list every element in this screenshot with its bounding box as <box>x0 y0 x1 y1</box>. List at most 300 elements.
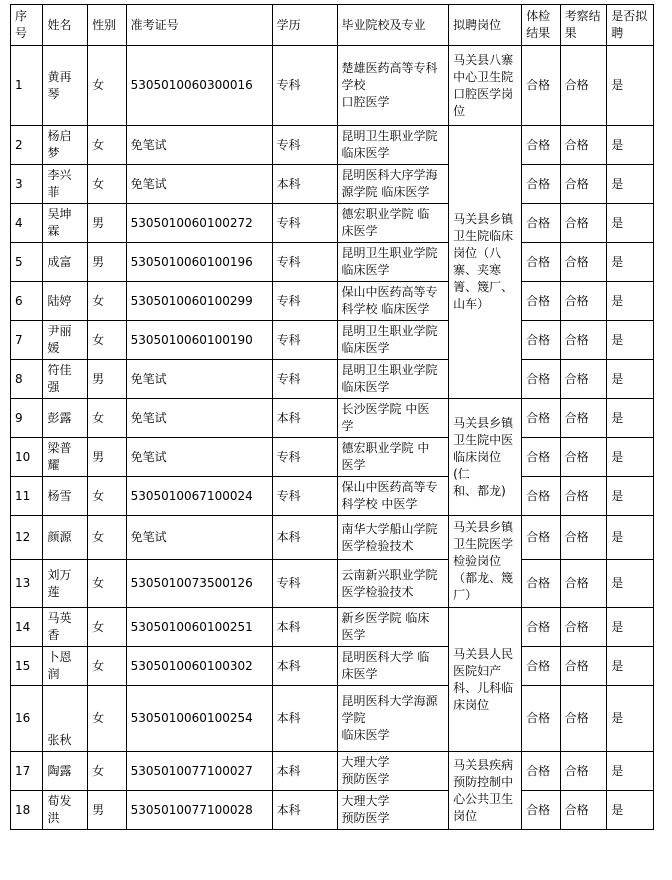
applicant-name <box>43 360 88 399</box>
recruitment-table <box>10 4 654 830</box>
row-number: 4 <box>11 204 43 243</box>
header-review-line: 考察结 <box>564 9 601 23</box>
school-major-line: 德宏职业学院 临 <box>341 207 430 221</box>
table-row <box>11 46 654 126</box>
exam-id: 5305010077100027 <box>126 752 272 791</box>
applicant-name <box>43 282 88 321</box>
position-line: 口腔医学岗位 <box>453 86 514 118</box>
exam-id: 5305010077100028 <box>126 791 272 830</box>
header-name: 姓名 <box>43 5 88 46</box>
row-number: 12 <box>11 516 43 560</box>
row-number: 15 <box>11 647 43 686</box>
review-result: 合格 <box>560 686 607 752</box>
medical-result: 合格 <box>522 126 561 165</box>
applicant-name-line: 洪 <box>47 811 60 825</box>
table-body <box>11 5 654 830</box>
header-medical <box>522 5 561 46</box>
review-result: 合格 <box>560 360 607 399</box>
review-result: 合格 <box>560 321 607 360</box>
school-major <box>337 560 449 608</box>
table-row <box>11 243 654 282</box>
row-number: 16 <box>11 686 43 752</box>
position-line: 岗位 <box>453 808 478 823</box>
header-hire-line: 是否拟 <box>611 9 648 23</box>
applicant-name <box>43 516 88 560</box>
school-major-line: 昆明医科大学海源 <box>341 694 438 708</box>
position <box>449 126 522 399</box>
gender: 女 <box>88 282 127 321</box>
row-number: 1 <box>11 46 43 126</box>
school-major-line: 昆明卫生职业学院 <box>341 363 438 377</box>
header-education: 学历 <box>272 5 337 46</box>
school-major <box>337 399 449 438</box>
school-major-line: 临床医学 <box>341 263 390 277</box>
gender: 男 <box>88 791 127 830</box>
school-major-line: 保山中医药高等专 <box>341 285 438 299</box>
school-major-line: 预防医学 <box>341 772 390 786</box>
gender: 男 <box>88 204 127 243</box>
applicant-name <box>43 46 88 126</box>
school-major-line: 云南新兴职业学院 <box>341 567 438 582</box>
applicant-name <box>43 686 88 752</box>
table-row <box>11 360 654 399</box>
review-result: 合格 <box>560 46 607 126</box>
header-no <box>11 5 43 46</box>
school-major-line: 医学 <box>341 458 366 472</box>
applicant-name-line: 梦 <box>47 146 60 160</box>
header-no-line: 号 <box>15 26 28 40</box>
exam-id: 免笔试 <box>126 438 272 477</box>
school-major <box>337 686 449 752</box>
school-major-line: 床医学 <box>341 667 378 681</box>
medical-result: 合格 <box>522 608 561 647</box>
applicant-name <box>43 791 88 830</box>
position-line: 卫生院医学 <box>453 537 514 551</box>
hire-decision: 是 <box>607 46 654 126</box>
row-number: 3 <box>11 165 43 204</box>
hire-decision: 是 <box>607 516 654 560</box>
position-line: 岗位（八 <box>453 246 502 260</box>
school-major <box>337 282 449 321</box>
review-result: 合格 <box>560 647 607 686</box>
school-major <box>337 204 449 243</box>
table-row <box>11 282 654 321</box>
school-major-line: 昆明卫生职业学院 <box>341 324 438 338</box>
applicant-name-line: 梁普 <box>47 441 72 455</box>
applicant-name <box>43 399 88 438</box>
row-number: 2 <box>11 126 43 165</box>
header-hire-line: 聘 <box>611 26 624 40</box>
medical-result: 合格 <box>522 282 561 321</box>
table-row <box>11 752 654 791</box>
school-major <box>337 791 449 830</box>
header-position: 拟聘岗位 <box>449 5 522 46</box>
applicant-name <box>43 560 88 608</box>
header-review <box>560 5 607 46</box>
position-line: 和、都龙) <box>453 483 506 498</box>
header-hire <box>607 5 654 46</box>
applicant-name-line: 莲 <box>47 584 60 599</box>
applicant-name-line: 吴坤 <box>47 207 72 221</box>
review-result: 合格 <box>560 516 607 560</box>
school-major-line: 昆明医科大学 临 <box>341 650 430 664</box>
exam-id: 免笔试 <box>126 165 272 204</box>
gender: 女 <box>88 321 127 360</box>
applicant-name <box>43 752 88 791</box>
education: 本科 <box>272 752 337 791</box>
school-major-line: 床医学 <box>341 224 378 238</box>
table-row <box>11 608 654 647</box>
applicant-name-line: 颜源 <box>47 530 72 544</box>
medical-result: 合格 <box>522 438 561 477</box>
applicant-name <box>43 608 88 647</box>
education: 专科 <box>272 360 337 399</box>
row-number: 10 <box>11 438 43 477</box>
row-number: 9 <box>11 399 43 438</box>
position <box>449 399 522 516</box>
row-number: 7 <box>11 321 43 360</box>
position-line: 卫生院中医 <box>453 432 514 447</box>
applicant-name-line: 荀发 <box>47 794 72 808</box>
school-major-line: 临床医学 <box>341 341 390 355</box>
row-number: 17 <box>11 752 43 791</box>
school-major-line: 医学检验技术 <box>341 584 414 599</box>
table-row <box>11 399 654 438</box>
hire-decision: 是 <box>607 752 654 791</box>
school-major-line: 楚雄医药高等专科 <box>341 61 438 75</box>
hire-decision: 是 <box>607 560 654 608</box>
school-major-line: 医学 <box>341 628 366 642</box>
position-line: 预防控制中 <box>453 774 514 789</box>
education: 专科 <box>272 204 337 243</box>
position-line: 临床岗位(仁 <box>453 449 502 481</box>
education: 本科 <box>272 791 337 830</box>
hire-decision: 是 <box>607 647 654 686</box>
hire-decision: 是 <box>607 438 654 477</box>
school-major-line: 临床医学 <box>341 146 390 160</box>
medical-result: 合格 <box>522 46 561 126</box>
school-major-line: 大理大学 <box>341 794 390 808</box>
school-major-line: 医学检验技术 <box>341 538 414 553</box>
exam-id: 5305010060100302 <box>126 647 272 686</box>
school-major-line: 德宏职业学院 中 <box>341 441 430 455</box>
exam-id: 免笔试 <box>126 360 272 399</box>
table-row <box>11 126 654 165</box>
school-major-line: 口腔医学 <box>341 95 390 109</box>
applicant-name-line: 强 <box>47 380 60 394</box>
applicant-name <box>43 243 88 282</box>
table-row <box>11 791 654 830</box>
school-major <box>337 243 449 282</box>
position-line: 马关县疾病 <box>453 757 514 772</box>
table-row <box>11 560 654 608</box>
exam-id: 5305010060300016 <box>126 46 272 126</box>
school-major <box>337 360 449 399</box>
gender: 女 <box>88 165 127 204</box>
row-number: 11 <box>11 477 43 516</box>
applicant-name-line: 彭露 <box>47 410 72 425</box>
applicant-name-line: 耀 <box>47 458 60 472</box>
education: 本科 <box>272 647 337 686</box>
review-result: 合格 <box>560 560 607 608</box>
school-major-line: 昆明卫生职业学院 <box>341 129 438 143</box>
row-number: 14 <box>11 608 43 647</box>
header-review-line: 果 <box>564 26 577 40</box>
review-result: 合格 <box>560 399 607 438</box>
position-line: 床岗位 <box>453 697 490 712</box>
gender: 女 <box>88 516 127 560</box>
school-major-line: 源学院 临床医学 <box>341 185 430 199</box>
medical-result: 合格 <box>522 204 561 243</box>
gender: 女 <box>88 752 127 791</box>
position-line: 医院妇产 <box>453 663 502 678</box>
school-major <box>337 477 449 516</box>
applicant-name-line: 卜恩 <box>47 650 72 664</box>
position-line: 寨、夹寒 <box>453 263 502 277</box>
school-major-line: 保山中医药高等专 <box>341 480 438 494</box>
review-result: 合格 <box>560 204 607 243</box>
gender: 女 <box>88 560 127 608</box>
school-major <box>337 46 449 126</box>
position <box>449 46 522 126</box>
header-row <box>11 5 654 46</box>
education: 本科 <box>272 399 337 438</box>
education: 专科 <box>272 282 337 321</box>
medical-result: 合格 <box>522 360 561 399</box>
exam-id: 5305010060100190 <box>126 321 272 360</box>
education: 专科 <box>272 560 337 608</box>
applicant-name <box>43 126 88 165</box>
school-major <box>337 321 449 360</box>
education: 专科 <box>272 243 337 282</box>
school-major-line: 学 <box>341 419 354 433</box>
position-line: 心公共卫生 <box>453 791 514 806</box>
exam-id: 5305010060100251 <box>126 608 272 647</box>
exam-id: 免笔试 <box>126 399 272 438</box>
applicant-name-line: 琴 <box>47 86 60 101</box>
school-major-line: 学校 <box>341 78 366 92</box>
school-major-line: 新乡医学院 临床 <box>341 611 430 625</box>
table-row <box>11 165 654 204</box>
row-number: 6 <box>11 282 43 321</box>
position-line: 马关县乡镇 <box>453 212 514 226</box>
applicant-name-line: 媛 <box>47 341 60 355</box>
review-result: 合格 <box>560 438 607 477</box>
medical-result: 合格 <box>522 477 561 516</box>
education: 专科 <box>272 126 337 165</box>
education: 专科 <box>272 438 337 477</box>
school-major-line: 大理大学 <box>341 755 390 769</box>
review-result: 合格 <box>560 791 607 830</box>
position-line: 厂） <box>453 588 478 602</box>
review-result: 合格 <box>560 243 607 282</box>
school-major <box>337 438 449 477</box>
table-row <box>11 204 654 243</box>
row-number: 5 <box>11 243 43 282</box>
header-exam-id: 准考证号 <box>126 5 272 46</box>
school-major <box>337 752 449 791</box>
position <box>449 608 522 752</box>
exam-id: 5305010067100024 <box>126 477 272 516</box>
applicant-name-line: 菲 <box>47 185 60 199</box>
gender: 男 <box>88 360 127 399</box>
position-line: 中心卫生院 <box>453 69 514 84</box>
medical-result: 合格 <box>522 321 561 360</box>
applicant-name-line: 马英 <box>47 611 72 625</box>
applicant-name-line: 符佳 <box>47 363 72 377</box>
exam-id: 5305010060100272 <box>126 204 272 243</box>
position-line: （都龙、篾 <box>453 571 514 585</box>
table-row <box>11 477 654 516</box>
table-row <box>11 321 654 360</box>
hire-decision: 是 <box>607 282 654 321</box>
hire-decision: 是 <box>607 686 654 752</box>
medical-result: 合格 <box>522 647 561 686</box>
review-result: 合格 <box>560 126 607 165</box>
medical-result: 合格 <box>522 560 561 608</box>
school-major-line: 预防医学 <box>341 811 390 825</box>
school-major-line: 临床医学 <box>341 728 390 742</box>
hire-decision: 是 <box>607 165 654 204</box>
gender: 男 <box>88 438 127 477</box>
school-major-line: 昆明医科大序学海 <box>341 168 438 182</box>
review-result: 合格 <box>560 477 607 516</box>
education: 本科 <box>272 516 337 560</box>
school-major-line: 科学校 临床医学 <box>341 302 430 316</box>
gender: 女 <box>88 608 127 647</box>
header-no-line: 序 <box>15 9 28 23</box>
applicant-name-line: 陶露 <box>47 763 72 778</box>
hire-decision: 是 <box>607 791 654 830</box>
applicant-name-line: 黄再 <box>47 69 72 84</box>
education: 本科 <box>272 686 337 752</box>
table-row <box>11 516 654 560</box>
medical-result: 合格 <box>522 752 561 791</box>
position-line: 箐、篾厂、 <box>453 280 514 294</box>
applicant-name <box>43 438 88 477</box>
row-number: 18 <box>11 791 43 830</box>
table-wrapper <box>10 4 654 830</box>
medical-result: 合格 <box>522 243 561 282</box>
table-row <box>11 686 654 752</box>
applicant-name <box>43 647 88 686</box>
school-major <box>337 647 449 686</box>
applicant-name-line: 杨雪 <box>47 488 72 503</box>
school-major <box>337 516 449 560</box>
hire-decision: 是 <box>607 477 654 516</box>
hire-decision: 是 <box>607 360 654 399</box>
exam-id: 5305010060100254 <box>126 686 272 752</box>
school-major-line: 昆明卫生职业学院 <box>341 246 438 260</box>
applicant-name <box>43 204 88 243</box>
review-result: 合格 <box>560 165 607 204</box>
row-number: 8 <box>11 360 43 399</box>
applicant-name-line: 成富 <box>47 254 72 269</box>
hire-decision: 是 <box>607 126 654 165</box>
position-line: 检验岗位 <box>453 554 502 568</box>
position-line: 马关县乡镇 <box>453 520 514 534</box>
position-line: 马关县乡镇 <box>453 415 514 430</box>
hire-decision: 是 <box>607 243 654 282</box>
applicant-name-line: 霖 <box>47 224 60 238</box>
table-row <box>11 647 654 686</box>
review-result: 合格 <box>560 282 607 321</box>
applicant-name-line: 刘万 <box>47 567 72 582</box>
table-row <box>11 438 654 477</box>
school-major-line: 科学校 中医学 <box>341 497 418 511</box>
education: 本科 <box>272 608 337 647</box>
medical-result: 合格 <box>522 165 561 204</box>
position <box>449 516 522 608</box>
position-line: 科、儿科临 <box>453 680 514 695</box>
school-major-line: 南华大学船山学院 <box>341 521 438 536</box>
applicant-name <box>43 321 88 360</box>
row-number: 13 <box>11 560 43 608</box>
exam-id: 5305010073500126 <box>126 560 272 608</box>
school-major-line: 学院 <box>341 711 366 725</box>
education: 本科 <box>272 165 337 204</box>
education: 专科 <box>272 46 337 126</box>
applicant-name-line: 张秋 <box>47 733 72 747</box>
school-major-line: 临床医学 <box>341 380 390 394</box>
applicant-name-line: 尹丽 <box>47 324 72 338</box>
education: 专科 <box>272 321 337 360</box>
school-major <box>337 608 449 647</box>
education: 专科 <box>272 477 337 516</box>
exam-id: 5305010060100299 <box>126 282 272 321</box>
position-line: 马关县人民 <box>453 646 514 661</box>
position-line: 山车） <box>453 297 490 311</box>
medical-result: 合格 <box>522 686 561 752</box>
hire-decision: 是 <box>607 321 654 360</box>
review-result: 合格 <box>560 752 607 791</box>
gender: 女 <box>88 46 127 126</box>
header-school: 毕业院校及专业 <box>337 5 449 46</box>
applicant-name-line: 香 <box>47 628 60 642</box>
review-result: 合格 <box>560 608 607 647</box>
position-line: 卫生院临床 <box>453 229 514 243</box>
gender: 女 <box>88 686 127 752</box>
position <box>449 752 522 830</box>
medical-result: 合格 <box>522 516 561 560</box>
school-major <box>337 126 449 165</box>
applicant-name-line: 润 <box>47 667 60 681</box>
applicant-name-line: 杨启 <box>47 129 72 143</box>
gender: 女 <box>88 126 127 165</box>
school-major-line: 长沙医学院 中医 <box>341 402 430 416</box>
gender: 女 <box>88 647 127 686</box>
header-medical-line: 结果 <box>526 26 551 40</box>
applicant-name <box>43 477 88 516</box>
hire-decision: 是 <box>607 204 654 243</box>
hire-decision: 是 <box>607 399 654 438</box>
header-gender: 性别 <box>88 5 127 46</box>
medical-result: 合格 <box>522 791 561 830</box>
applicant-name-line: 李兴 <box>47 168 72 182</box>
exam-id: 免笔试 <box>126 126 272 165</box>
exam-id: 5305010060100196 <box>126 243 272 282</box>
applicant-name <box>43 165 88 204</box>
exam-id: 免笔试 <box>126 516 272 560</box>
gender: 男 <box>88 243 127 282</box>
hire-decision: 是 <box>607 608 654 647</box>
applicant-name-line: 陆婷 <box>47 293 72 308</box>
school-major <box>337 165 449 204</box>
position-line: 马关县八寨 <box>453 52 514 67</box>
gender: 女 <box>88 477 127 516</box>
gender: 女 <box>88 399 127 438</box>
medical-result: 合格 <box>522 399 561 438</box>
